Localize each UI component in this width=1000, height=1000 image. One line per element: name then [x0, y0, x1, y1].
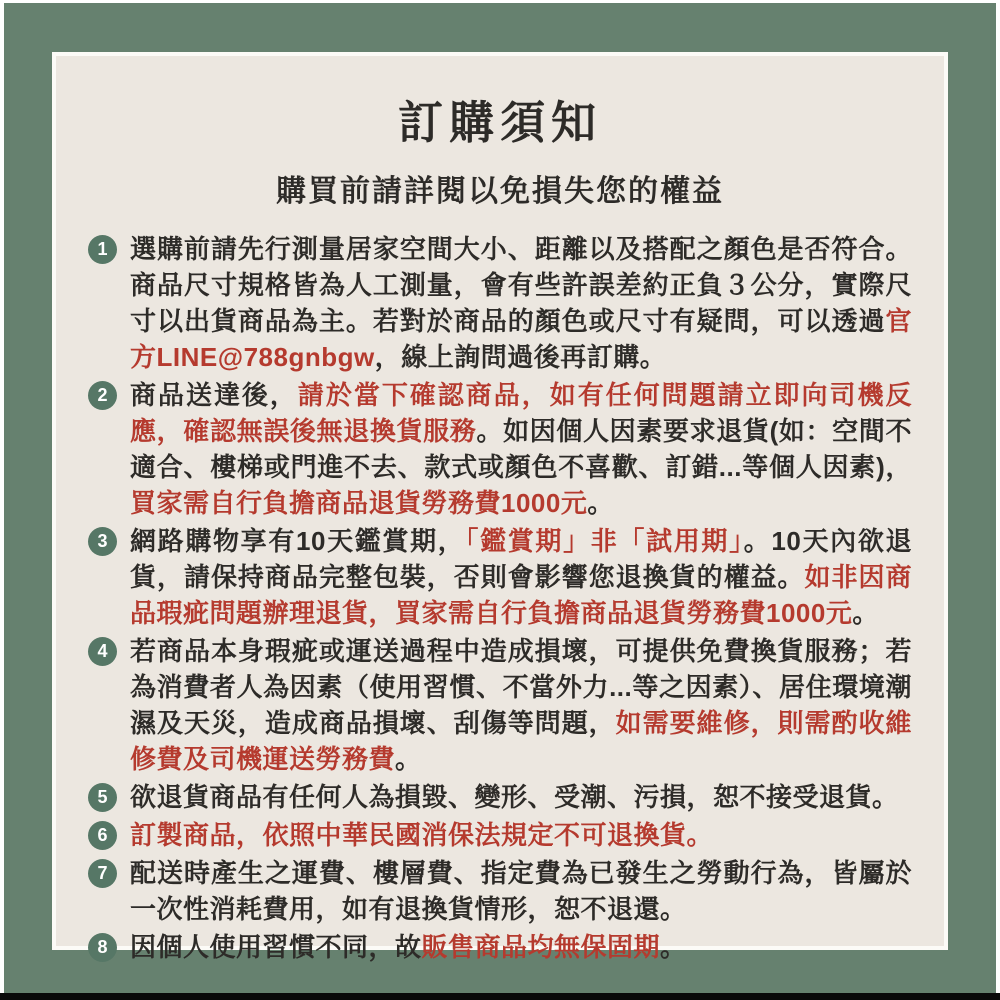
- item-number-badge: 6: [88, 821, 117, 850]
- item-text: [130, 779, 912, 815]
- item-text-emphasis: 訂製商品，依照中華民國消保法規定不可退換貨。: [130, 820, 714, 850]
- item-text-emphasis: 官方LINE@788gnbgw: [130, 306, 912, 372]
- item-text-segment: 。: [660, 932, 687, 962]
- item-number-badge: 8: [88, 933, 117, 962]
- notice-item: [88, 231, 912, 375]
- item-text-emphasis: 如非因商品瑕疵問題辦理退貨，買家需自行負擔商品退貨勞務費1000元: [130, 562, 912, 628]
- item-text-segment: ，線上詢問過後再訂購。: [374, 342, 667, 372]
- item-text: [130, 633, 912, 777]
- notice-item: [88, 633, 912, 777]
- item-number-badge: 5: [88, 783, 117, 812]
- item-text-segment: 因個人使用習慣不同，故: [130, 932, 422, 962]
- notice-list: [56, 231, 944, 965]
- item-text: [130, 231, 912, 375]
- item-text: [130, 523, 912, 631]
- item-text-segment: 商品送達後，: [130, 380, 298, 410]
- item-number-badge: 7: [88, 859, 117, 888]
- notice-panel: [52, 52, 948, 962]
- notice-item: [88, 377, 912, 521]
- notice-item: [88, 779, 912, 815]
- item-text: [130, 377, 912, 521]
- item-text: [130, 817, 912, 853]
- item-text-segment: 網路購物享有10天鑑賞期，: [130, 526, 466, 556]
- item-text: [130, 855, 912, 927]
- item-text-segment: 選購前請先行測量居家空間大小、距離以及搭配之顏色是否符合。商品尺寸規格皆為人工測量，會有些許誤差約正負３公分，實際尺寸以出貨商品為主。若對於商品的顏色或尺寸有疑問，可以透過: [130, 234, 912, 336]
- item-number-badge: 2: [88, 381, 117, 410]
- item-text-emphasis: 買家需自行負擔商品退貨勞務費1000元: [130, 488, 588, 518]
- item-number-badge: 3: [88, 527, 117, 556]
- bottom-black-strip: [0, 993, 1000, 1000]
- item-text: [130, 929, 912, 965]
- item-text-segment: 。: [395, 744, 422, 774]
- item-text-emphasis: 請於當下確認商品，如有任何問題請立即向司機反應，確認無誤後無退換貨服務: [130, 380, 912, 446]
- item-text-segment: 。: [587, 488, 614, 518]
- item-text-emphasis: 販售商品均無保固期: [421, 932, 661, 962]
- notice-item: [88, 855, 912, 927]
- item-text-segment: 。10天內欲退貨，請保持商品完整包裝，否則會影響您退換貨的權益。: [130, 526, 912, 592]
- item-text-emphasis: 如需要維修，則需酌收維修費及司機運送勞務費: [130, 708, 912, 774]
- item-text-segment: 欲退貨商品有任何人為損毀、變形、受潮、污損，恕不接受退貨。: [130, 782, 899, 812]
- notice-item: [88, 523, 912, 631]
- page-subtitle: 購買前請詳閱以免損失您的權益: [276, 175, 724, 208]
- item-text-emphasis: 「鑑賞期」非「試用期」: [465, 526, 744, 556]
- item-text-segment: 配送時產生之運費、樓層費、指定費為已發生之勞動行為，皆屬於一次性消耗費用，如有退換貨情形，恕不退還。: [130, 858, 912, 924]
- item-number-badge: 1: [88, 235, 117, 264]
- notice-item: [88, 817, 912, 853]
- item-text-segment: 若商品本身瑕疵或運送過程中造成損壞，可提供免費換貨服務；若為消費者人為因素（使用習慣、不當外力...等之因素）、居住環境潮濕及天災，造成商品損壞、刮傷等問題，: [130, 636, 912, 738]
- item-text-segment: 。: [852, 598, 879, 628]
- page-title: 訂購須知: [397, 97, 602, 148]
- item-text-segment: 。如因個人因素要求退貨(如：空間不適合、樓梯或門進不去、款式或顏色不喜歡、訂錯...等個人因素)，: [130, 416, 912, 482]
- item-number-badge: 4: [88, 637, 117, 666]
- notice-item: [88, 929, 912, 965]
